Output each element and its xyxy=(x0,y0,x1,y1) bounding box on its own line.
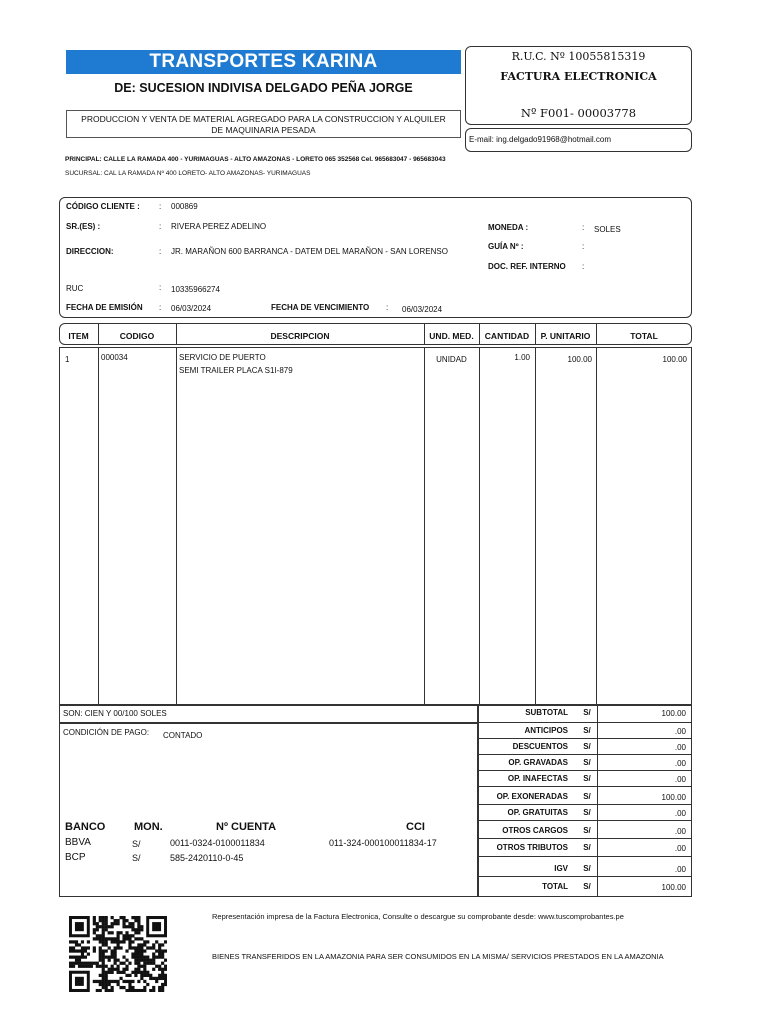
client-address-label: DIRECCION: xyxy=(66,247,114,256)
currency-value: SOLES xyxy=(594,225,621,234)
bank-header-currency: MON. xyxy=(134,821,163,833)
colon: : xyxy=(159,283,162,292)
summary-value: .00 xyxy=(674,865,686,874)
summary-label: OP. EXONERADAS xyxy=(496,792,568,801)
summary-row-sep xyxy=(478,738,692,739)
due-date-label: FECHA DE VENCIMIENTO xyxy=(271,303,370,312)
row-code: 000034 xyxy=(101,353,128,362)
summary-value: .00 xyxy=(674,827,686,836)
summary-value: .00 xyxy=(674,743,686,752)
summary-value: .00 xyxy=(674,775,686,784)
summary-value: 100.00 xyxy=(661,793,686,802)
row-quantity: 1.00 xyxy=(514,353,530,362)
summary-row-sep xyxy=(478,754,692,755)
client-address-value: JR. MARAÑON 600 BARRANCA - DATEM DEL MARAÑON - SAN LORENSO xyxy=(171,247,448,256)
summary-value: .00 xyxy=(674,809,686,818)
col-header-code: CODIGO xyxy=(119,331,155,341)
doc-number: Nº F001- 00003778 xyxy=(520,106,637,120)
summary-value: .00 xyxy=(674,727,686,736)
col-sep xyxy=(424,347,425,705)
col-header-total: TOTAL xyxy=(630,331,658,341)
summary-label: DESCUENTOS xyxy=(512,742,568,751)
col-sep xyxy=(98,347,99,705)
col-sep xyxy=(535,347,536,705)
summary-row-sep xyxy=(478,770,692,771)
colon: : xyxy=(159,222,162,231)
summary-currency: S/ xyxy=(583,864,591,873)
summary-row-sep xyxy=(478,786,692,787)
summary-currency: S/ xyxy=(583,808,591,817)
summary-row-sep xyxy=(478,722,692,723)
colon: : xyxy=(159,202,162,211)
bank-header-account: Nº CUENTA xyxy=(216,821,277,833)
row-desc-line1: SERVICIO DE PUERTO xyxy=(179,353,266,362)
row-item: 1 xyxy=(65,355,70,364)
doc-email: E-mail: ing.delgado91968@hotmail.com xyxy=(469,135,611,144)
amazon-note: BIENES TRANSFERIDOS EN LA AMAZONIA PARA SER CONSUMIDOS EN LA MISMA/ SERVICIOS PRESTADOS EN LA AMAZONIA xyxy=(212,952,664,961)
summary-value: 100.00 xyxy=(661,883,686,892)
summary-currency: S/ xyxy=(583,726,591,735)
col-header-item: ITEM xyxy=(68,331,89,341)
client-ruc-value: 10335966274 xyxy=(171,285,220,294)
client-name-label: SR.(ES) : xyxy=(66,222,101,231)
company-subtitle: DE: SUCESION INDIVISA DELGADO PEÑA JORGE xyxy=(114,81,413,95)
colon: : xyxy=(159,247,162,256)
summary-row-sep xyxy=(478,804,692,805)
principal-address: PRINCIPAL: CALLE LA RAMADA 400 - YURIMAGUAS - ALTO AMAZONAS - LORETO 065 352568 Cel. 965683047 - 965683043 xyxy=(65,156,446,163)
summary-currency: S/ xyxy=(583,792,591,801)
colon: : xyxy=(582,242,585,251)
summary-row-sep xyxy=(478,856,692,857)
doc-ruc: R.U.C. Nº 10055815319 xyxy=(511,50,646,63)
colon: : xyxy=(159,303,162,312)
col-header-unit-price: P. UNITARIO xyxy=(540,331,591,341)
summary-currency: S/ xyxy=(583,882,591,891)
summary-label: SUBTOTAL xyxy=(525,708,568,717)
summary-label: OP. GRATUITAS xyxy=(507,808,568,817)
summary-currency: S/ xyxy=(583,774,591,783)
summary-label: OP. INAFECTAS xyxy=(507,774,568,783)
summary-currency: S/ xyxy=(583,758,591,767)
summary-row-sep xyxy=(478,876,692,877)
bank-name: BCP xyxy=(65,852,86,863)
client-code-label: CÓDIGO CLIENTE : xyxy=(66,202,140,211)
summary-label: OTROS CARGOS xyxy=(502,826,568,835)
colon: : xyxy=(582,262,585,271)
client-ruc-label: RUC xyxy=(66,284,84,293)
summary-value: .00 xyxy=(674,844,686,853)
issue-date-value: 06/03/2024 xyxy=(171,304,212,313)
summary-currency: S/ xyxy=(583,843,591,852)
payment-box xyxy=(59,723,478,897)
summary-label: ANTICIPOS xyxy=(524,726,568,735)
issue-date-label: FECHA DE EMISIÓN xyxy=(66,303,143,312)
bank-account: 585-2420110-0-45 xyxy=(170,853,244,863)
summary-label: OTROS TRIBUTOS xyxy=(496,843,568,852)
summary-currency: S/ xyxy=(583,742,591,751)
bank-currency: S/ xyxy=(132,839,141,849)
summary-value: .00 xyxy=(674,759,686,768)
col-header-quantity: CANTIDAD xyxy=(484,331,530,341)
summary-label: OP. GRAVADAS xyxy=(508,758,568,767)
summary-row-sep xyxy=(478,820,692,821)
table-body-box xyxy=(59,347,692,705)
summary-label: TOTAL xyxy=(542,882,568,891)
bank-name: BBVA xyxy=(65,837,91,848)
summary-label: IGV xyxy=(554,864,568,873)
client-code-value: 000869 xyxy=(171,202,198,211)
summary-row-sep xyxy=(478,838,692,839)
representation-note: Representación impresa de la Factura Electronica, Consulte o descargue su comprobante desde: www.tuscomprobantes.pe xyxy=(212,912,624,921)
company-name: TRANSPORTES KARINA xyxy=(66,50,461,74)
due-date-value: 06/03/2024 xyxy=(402,305,443,314)
currency-label: MONEDA : xyxy=(488,223,529,232)
bank-header-cci: CCI xyxy=(406,821,425,833)
branch-address: SUCURSAL: CAL LA RAMADA Nº 400 LORETO- ALTO AMAZONAS- YURIMAGUAS xyxy=(65,170,311,177)
guide-label: GUÍA Nº : xyxy=(488,242,524,251)
company-activity: PRODUCCION Y VENTA DE MATERIAL AGREGADO PARA LA CONSTRUCCION Y ALQUILER DE MAQUINARIA PESADA xyxy=(66,110,461,138)
col-header-unit: UND. MED. xyxy=(429,331,474,341)
bank-currency: S/ xyxy=(132,853,141,863)
colon: : xyxy=(386,303,389,312)
row-total: 100.00 xyxy=(662,355,687,364)
client-name-value: RIVERA PEREZ ADELINO xyxy=(171,222,267,231)
row-desc-line2: SEMI TRAILER PLACA S1I-879 xyxy=(179,366,293,375)
bank-header-bank: BANCO xyxy=(65,821,106,833)
col-sep xyxy=(479,347,480,705)
bank-cci: 011-324-000100011834-17 xyxy=(329,838,437,848)
colon: : xyxy=(582,223,585,232)
summary-currency: S/ xyxy=(583,826,591,835)
col-sep xyxy=(176,347,177,705)
payment-condition-value: CONTADO xyxy=(163,731,203,740)
bank-account: 0011-0324-0100011834 xyxy=(170,838,265,848)
summary-currency: S/ xyxy=(583,708,591,717)
doc-type: FACTURA ELECTRONICA xyxy=(500,70,657,83)
col-header-description: DESCRIPCION xyxy=(270,331,330,341)
row-unit-price: 100.00 xyxy=(567,355,592,364)
row-unit: UNIDAD xyxy=(436,355,467,364)
amount-in-words: SON: CIEN Y 00/100 SOLES xyxy=(63,709,167,718)
qr-code xyxy=(69,916,167,992)
col-sep xyxy=(596,347,597,705)
payment-condition-label: CONDICIÓN DE PAGO: xyxy=(63,728,150,737)
docref-label: DOC. REF. INTERNO xyxy=(488,262,566,271)
client-box xyxy=(59,197,692,318)
summary-value: 100.00 xyxy=(661,709,686,718)
